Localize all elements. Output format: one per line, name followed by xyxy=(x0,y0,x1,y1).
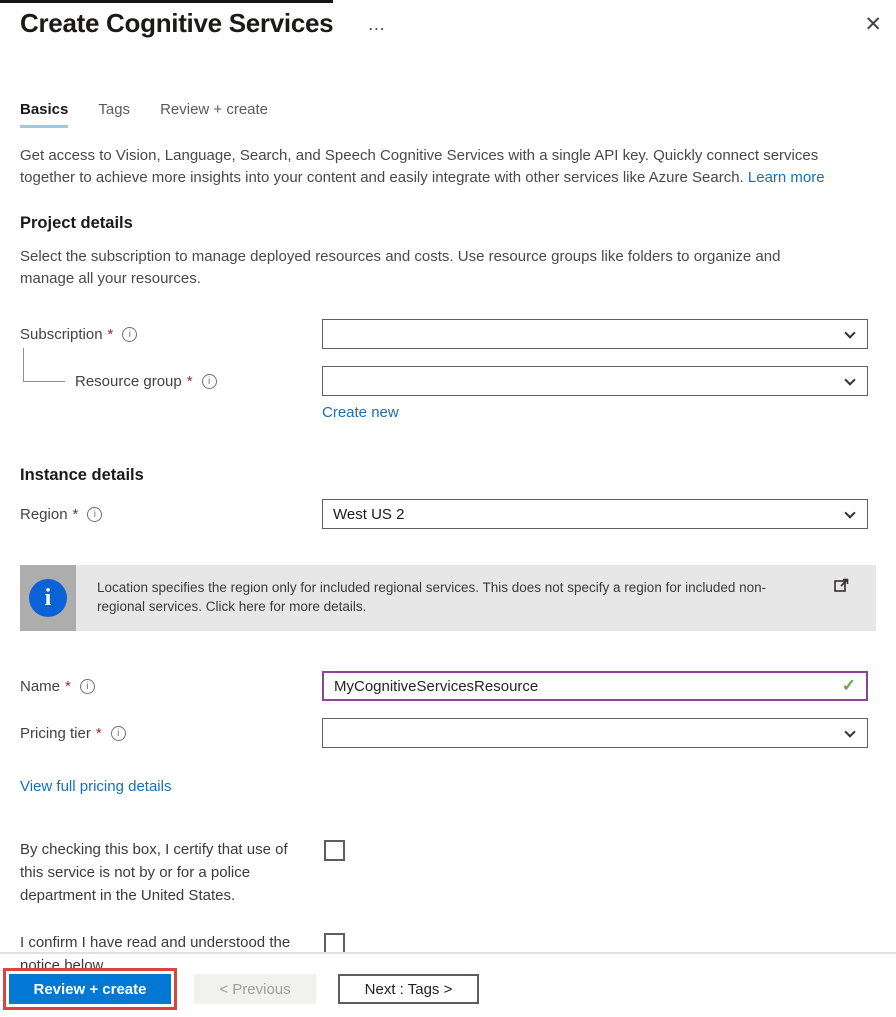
police-certify-label: By checking this box, I certify that use of this service is not by or for a police department in the United States. xyxy=(20,841,288,904)
intro-text-body: Get access to Vision, Language, Search, and Speech Cognitive Services with a single API key. Quickly connect services together to achieve more insights into your content and easily integrate with other services like Azure Search. xyxy=(20,147,819,186)
previous-button[interactable]: < Previous xyxy=(194,974,316,1004)
police-certify-checkbox[interactable] xyxy=(324,840,345,861)
resource-group-dropdown[interactable] xyxy=(322,366,868,396)
region-dropdown[interactable] xyxy=(322,499,868,529)
instance-details-form xyxy=(20,499,876,529)
info-icon[interactable] xyxy=(80,679,95,694)
view-pricing-details-link[interactable]: View full pricing details xyxy=(20,778,172,795)
footer-divider xyxy=(0,952,896,954)
project-details-heading: Project details xyxy=(20,214,133,232)
confirm-notice-label: I confirm I have read and understood the notice below. xyxy=(20,934,291,974)
required-marker: * xyxy=(107,325,114,343)
chevron-down-icon xyxy=(844,507,855,518)
police-certify-row xyxy=(20,838,876,907)
resource-group-control xyxy=(322,366,868,422)
required-marker: * xyxy=(95,724,102,742)
red-highlight-annotation xyxy=(3,968,177,1010)
tab-basics[interactable]: Basics xyxy=(20,101,68,128)
confirm-notice-checkbox[interactable] xyxy=(324,933,345,954)
tab-tags[interactable]: Tags xyxy=(98,101,131,118)
name-pricing-form xyxy=(20,671,876,748)
name-control xyxy=(322,671,868,701)
footer-button-bar xyxy=(0,968,896,1010)
required-marker: * xyxy=(186,372,193,390)
project-details-form xyxy=(20,319,876,422)
region-label: Region * i xyxy=(20,499,322,529)
create-new-link[interactable]: Create new xyxy=(322,404,399,421)
chevron-down-icon xyxy=(844,327,855,338)
pricing-tier-label: Pricing tier * i xyxy=(20,718,322,748)
required-marker: * xyxy=(65,677,71,695)
info-icon[interactable] xyxy=(202,374,217,389)
page-title: Create Cognitive Services xyxy=(20,8,334,38)
region-row xyxy=(20,499,876,529)
resource-group-tree-connector xyxy=(23,348,65,382)
instance-details-heading: Instance details xyxy=(20,466,144,484)
name-row xyxy=(20,671,876,701)
region-value: West US 2 xyxy=(333,505,405,523)
next-tags-button[interactable]: Next : Tags > xyxy=(338,974,479,1004)
resource-group-label: Resource group * i xyxy=(20,366,322,396)
info-circle-icon xyxy=(29,579,67,617)
subscription-row xyxy=(20,319,876,349)
pricing-tier-dropdown[interactable] xyxy=(322,718,868,748)
tab-review-create[interactable]: Review + create xyxy=(160,101,269,118)
pricing-tier-control xyxy=(322,718,868,748)
resource-group-row xyxy=(20,366,876,422)
name-value: MyCognitiveServicesResource xyxy=(334,677,539,695)
pricing-tier-row xyxy=(20,718,876,748)
intro-text xyxy=(20,145,876,188)
external-link-icon[interactable] xyxy=(834,578,849,598)
name-label: Name * i xyxy=(20,671,322,701)
top-accent-line xyxy=(0,0,333,3)
valid-check-icon xyxy=(842,676,856,696)
chevron-down-icon xyxy=(844,726,855,737)
info-icon[interactable] xyxy=(87,507,102,522)
info-icon[interactable] xyxy=(122,327,137,342)
review-create-button[interactable]: Review + create xyxy=(9,974,171,1004)
banner-icon-cell xyxy=(20,565,76,631)
subscription-control xyxy=(322,319,868,349)
tab-bar xyxy=(20,101,876,128)
name-input[interactable] xyxy=(322,671,868,701)
panel-header xyxy=(0,0,896,39)
chevron-down-icon xyxy=(844,374,855,385)
region-control xyxy=(322,499,868,529)
more-options-icon[interactable]: … xyxy=(367,14,386,34)
banner-text: Location specifies the region only for included regional services. This does not specify a region for included non-regional services. Click here for more details. xyxy=(97,580,767,614)
project-details-description: Select the subscription to manage deployed resources and costs. Use resource groups like folders to organize and manage all your resources. xyxy=(20,248,781,287)
location-info-banner xyxy=(20,565,876,631)
subscription-dropdown[interactable] xyxy=(322,319,868,349)
subscription-label: Subscription * i xyxy=(20,319,322,349)
close-icon[interactable]: ✕ xyxy=(864,13,882,36)
required-marker: * xyxy=(72,505,79,523)
learn-more-link[interactable]: Learn more xyxy=(747,168,825,186)
info-icon[interactable] xyxy=(111,726,126,741)
